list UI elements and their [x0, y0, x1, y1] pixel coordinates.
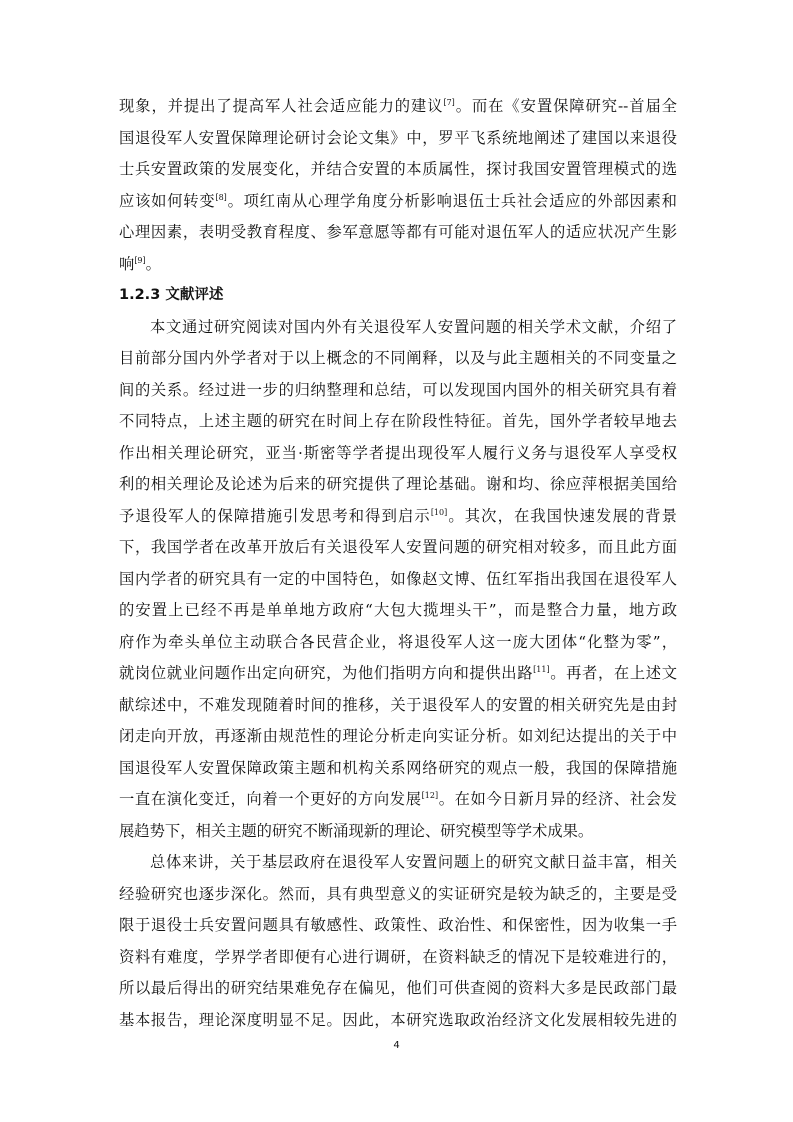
text-line: 闭走向开放，再逐渐由规范性的理论分析走向实证分析。如刘纪达提出的关于中 [119, 727, 677, 745]
text-line: 利的相关理论及论述为后来的研究提供了理论基础。谢和均、徐应萍根据美国给 [119, 475, 677, 493]
text-line: 基本报告，理论深度明显不足。因此，本研究选取政治经济文化发展相较先进的 [119, 1010, 677, 1029]
text-line: 心理因素，表明受教育程度、参军意愿等都有可能对退伍军人的适应状况产生影 [119, 223, 677, 241]
text-line: 国退役军人安置保障理论研讨会论文集》中，罗平飞系统地阐述了建国以来退役 [119, 128, 677, 147]
text-line: 士兵安置政策的发展变化，并结合安置的本质属性，探讨我国安置管理模式的选 [119, 160, 677, 178]
text-line: 间的关系。经过进一步的归纳整理和总结，可以发现国内国外的相关研究具有着 [119, 380, 677, 399]
text-line: 经验研究也逐步深化。然而，具有典型意义的实证研究是较为缺乏的，主要是受 [119, 884, 677, 903]
citation-10[interactable]: [10] [430, 507, 448, 517]
text-line: 应该如何转变[8]。项红南从心理学角度分析影响退伍士兵社会适应的外部因素和 [119, 191, 677, 210]
text-line: 的安置上已经不再是单单地方政府“大包大揽埋头干”，而是整合力量，地方政 [119, 601, 677, 619]
citation-7[interactable]: [7] [443, 98, 455, 107]
text-line: 一直在演化变迁，向着一个更好的方向发展[12]。在如今日新月异的经济、社会发 [119, 790, 677, 808]
text-line: 予退役军人的保障措施引发思考和得到启示[10]。其次，在我国快速发展的背景 [119, 506, 677, 525]
text-line: 限于退役士兵安置问题具有敏感性、政策性、政治性、和保密性，因为收集一手 [119, 916, 677, 934]
text-line: 不同特点，上述主题的研究在时间上存在阶段性特征。首先，国外学者较早地去 [119, 412, 677, 430]
paragraph-2 [119, 312, 677, 848]
text-line: 国内学者的研究具有一定的中国特色，如像赵文博、伍红军指出我国在退役军人 [119, 569, 677, 588]
citation-8[interactable]: [8] [215, 192, 227, 202]
text-line: 国退役军人安置保障政策主题和机构关系网络研究的观点一般，我国的保障措施 [119, 758, 677, 777]
citation-9[interactable]: [9] [134, 255, 146, 265]
page-body [119, 91, 677, 1036]
citation-11[interactable]: [11] [533, 665, 550, 674]
text-line: 就岗位就业问题作出定向研究，为他们指明方向和提供出路[11]。再者，在上述文 [119, 664, 677, 682]
page-number: 4 [393, 1040, 400, 1051]
text-line: 现象，并提出了提高军人社会适应能力的建议[7]。而在《安置保障研究--首届全 [119, 97, 677, 115]
text-line: 府作为牵头单位主动联合各民营企业，将退役军人这一庞大团体“化整为零”， [119, 632, 677, 651]
text-line: 资料有难度，学界学者即便有心进行调研，在资料缺乏的情况下是较难进行的， [119, 947, 677, 966]
section-heading: 1.2.3 文献评述 [119, 287, 224, 303]
text-line: 献综述中，不难发现随着时间的推移，关于退役军人的安置的相关研究先是由封 [119, 695, 677, 714]
paragraph-3 [119, 847, 677, 1036]
citation-12[interactable]: [12] [421, 791, 439, 800]
text-line: 总体来讲，关于基层政府在退役军人安置问题上的研究文献日益丰富，相关 [150, 853, 677, 871]
text-line: 本文通过研究阅读对国内外有关退役军人安置问题的相关学术文献，介绍了 [150, 317, 677, 336]
paragraph-1 [119, 91, 677, 280]
text-line: 所以最后得出的研究结果难免存在偏见，他们可供查阅的资料大多是民政部门最 [119, 979, 677, 997]
text-line: 展趋势下，相关主题的研究不断涌现新的理论、研究模型等学术成果。 [119, 821, 594, 840]
text-line: 作出相关理论研究，亚当·斯密等学者提出现役军人履行义务与退役军人享受权 [119, 443, 677, 462]
text-line: 目前部分国内外学者对于以上概念的不同阐释，以及与此主题相关的不同变量之 [119, 349, 677, 367]
text-line: 下，我国学者在改革开放后有关退役军人安置问题的研究相对较多，而且此方面 [119, 538, 677, 556]
text-line: 响[9]。 [119, 254, 161, 273]
